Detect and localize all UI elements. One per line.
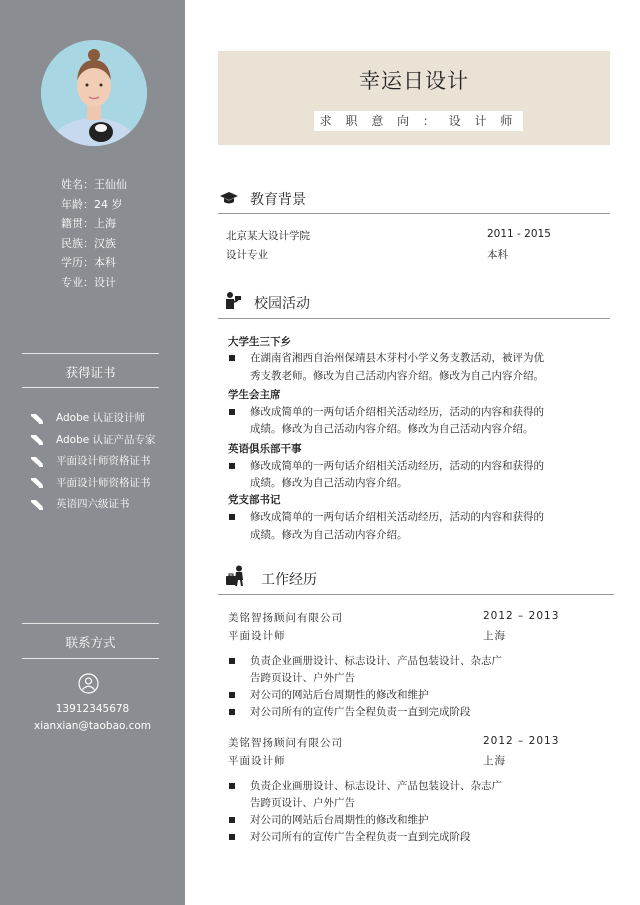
cert-label: Adobe 认证设计师 — [56, 412, 146, 424]
job-years: 2012 – 2013 — [483, 735, 560, 747]
bullet — [229, 409, 235, 415]
bullet — [229, 783, 235, 789]
activity-role: 学生会主席 — [228, 389, 281, 401]
activity-role: 英语俱乐部干事 — [228, 443, 302, 455]
bullet — [229, 658, 235, 664]
info-education: 学历：本科 — [61, 256, 116, 269]
certificate-icon — [30, 477, 44, 489]
bullet — [229, 514, 235, 520]
cert-heading: 获得证书 — [65, 365, 116, 380]
job-city: 上海 — [483, 755, 506, 767]
graduation-cap-icon — [219, 191, 239, 205]
activity-line: 在湖南省湘西自治州保靖县木芽村小学义务支教活动，被评为优 — [250, 352, 544, 364]
cert-item — [30, 473, 156, 495]
campus-activity-icon — [223, 291, 243, 311]
certificate-icon — [30, 456, 44, 468]
job-company: 美铭智扬顾问有限公司 — [228, 737, 343, 749]
activity-line: 修改成简单的一两句话介绍相关活动经历，活动的内容和获得的 — [250, 460, 544, 472]
activity-role: 党支部书记 — [228, 494, 281, 506]
job-duty: 告跨页设计、户外广告 — [250, 672, 355, 684]
cert-label: 英语四六级证书 — [56, 498, 130, 510]
cert-item — [30, 408, 156, 430]
work-icon — [225, 565, 247, 587]
campus-line — [218, 318, 610, 319]
cert-divider-top — [22, 353, 159, 354]
job-position: 平面设计师 — [228, 755, 286, 767]
resume-name: 幸运日设计 — [359, 69, 469, 93]
bullet — [229, 817, 235, 823]
bullet — [229, 463, 235, 469]
contact-email: xianxian@taobao.com — [33, 720, 152, 732]
avatar — [41, 40, 147, 146]
contact-divider-top — [22, 623, 159, 624]
info-ethnicity: 民族：汉族 — [61, 236, 116, 250]
cert-label: 平面设计师资格证书 — [56, 455, 151, 467]
info-name: 姓名：王仙仙 — [61, 178, 127, 191]
cert-list — [30, 408, 156, 516]
person-icon — [78, 673, 99, 694]
job-duty: 对公司的网站后台周期性的修改和维护 — [250, 689, 429, 701]
education-years: 2011 - 2015 — [487, 228, 551, 240]
activity-line: 修改成简单的一两句话介绍相关活动经历，活动的内容和获得的 — [250, 511, 544, 523]
cert-label: Adobe 认证产品专家 — [56, 433, 156, 446]
education-school: 北京某大设计学院 — [226, 230, 310, 242]
job-duty: 告跨页设计、户外广告 — [250, 797, 355, 809]
work-title: 工作经历 — [261, 572, 317, 588]
bullet — [229, 355, 235, 361]
activity-line: 成绩。修改为自己活动内容介绍。 — [250, 477, 408, 489]
job-duty: 负责企业画册设计、标志设计、产品包装设计、杂志广 — [250, 780, 502, 792]
job-city: 上海 — [483, 630, 506, 642]
contact-phone: 13912345678 — [55, 703, 130, 715]
contact-divider-bottom — [22, 658, 159, 659]
education-degree: 本科 — [487, 249, 508, 261]
info-major: 专业：设计 — [61, 275, 116, 289]
job-duty: 对公司所有的宣传广告全程负责一直到完成阶段 — [250, 706, 471, 718]
cert-label: 平面设计师资格证书 — [56, 476, 151, 489]
work-line — [218, 594, 614, 595]
activity-line: 秀支教老师。修改为自己活动内容介绍。修改为自己内容介绍。 — [250, 370, 544, 382]
education-major: 设计专业 — [226, 249, 268, 261]
personal-info — [61, 175, 127, 292]
activity-line: 修改成简单的一两句话介绍相关活动经历，活动的内容和获得的 — [250, 406, 544, 418]
info-age: 年龄：24 岁 — [61, 197, 123, 211]
bullet — [229, 709, 235, 715]
job-duty: 对公司的网站后台周期性的修改和维护 — [250, 814, 429, 826]
campus-title: 校园活动 — [254, 296, 310, 312]
info-hometown: 籍贯：上海 — [61, 217, 116, 230]
activity-line: 成绩。修改为自己活动内容介绍。 — [250, 529, 408, 541]
bullet — [229, 692, 235, 698]
certificate-icon — [30, 413, 44, 425]
cert-item — [30, 430, 156, 452]
cert-item — [30, 451, 156, 473]
job-company: 美铭智扬顾问有限公司 — [228, 612, 343, 624]
certificate-icon — [30, 434, 44, 446]
job-duty: 对公司所有的宣传广告全程负责一直到完成阶段 — [250, 831, 471, 843]
cert-item — [30, 494, 156, 516]
activity-line: 成绩。修改为自己活动内容介绍。修改为自己活动内容介绍。 — [250, 423, 534, 435]
job-years: 2012 – 2013 — [483, 610, 560, 622]
cert-divider-bottom — [22, 387, 159, 388]
contact-heading: 联系方式 — [65, 635, 116, 650]
job-duty: 负责企业画册设计、标志设计、产品包装设计、杂志广 — [250, 655, 502, 667]
activity-role: 大学生三下乡 — [228, 336, 291, 348]
header — [218, 51, 610, 145]
sidebar — [0, 0, 185, 905]
education-title: 教育背景 — [250, 192, 306, 208]
certificate-icon — [30, 499, 44, 511]
job-intent: 求 职 意 向 ： 设 计 师 — [314, 111, 523, 131]
bullet — [229, 834, 235, 840]
education-line — [218, 213, 610, 214]
job-position: 平面设计师 — [228, 630, 286, 642]
